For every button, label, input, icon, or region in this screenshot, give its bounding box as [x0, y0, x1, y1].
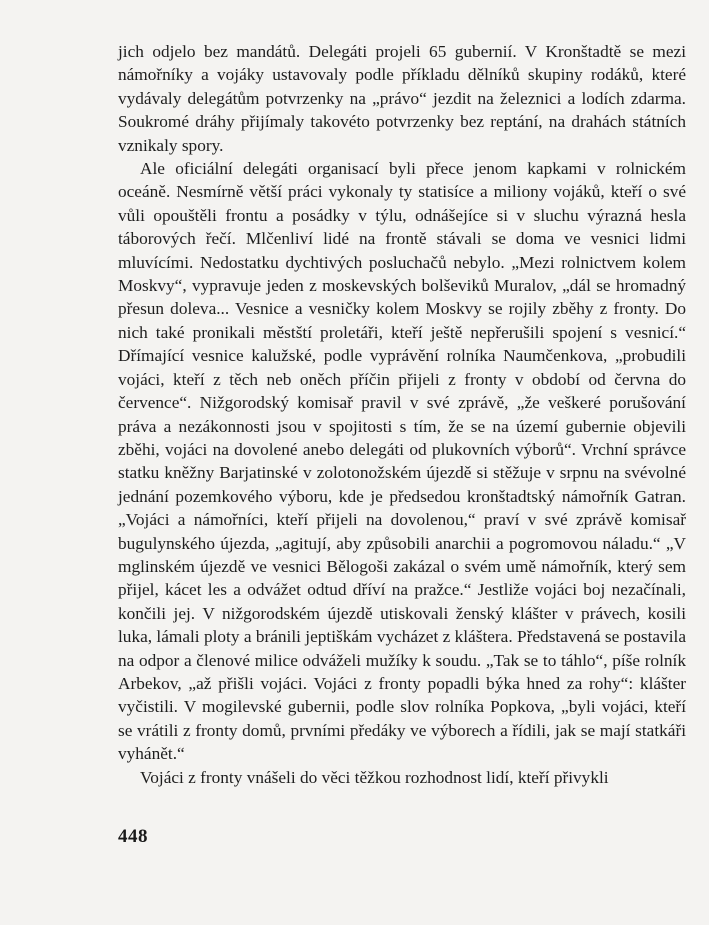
body-text [118, 40, 686, 789]
page-number: 448 [118, 826, 148, 847]
paragraph: Vojáci z fronty vnášeli do věci těžkou rozhodnost lidí, kteří přivykli [140, 767, 609, 787]
paragraph-continued: jich odjelo bez mandátů. Delegáti projeli 65 gubernií. V Kronštadtě se mezi námořníky a vojáky ustavovaly podle příkladu dělníků skupiny rodáků, které vydávaly delegátům potvrzenky na „právo“ jezdit na železnici a lodích zdarma. Soukromé dráhy přijímaly takovéto potvrzenky bez reptání, na drahách státních vznikaly spory. [118, 42, 686, 155]
paragraph: Ale oficiální delegáti organisací byli přece jenom kapkami v rolnickém oceáně. Nesmírně větší práci vykonaly ty statisíce a miliony vojáků, kteří o své vůli opouštěli frontu a posádky v týlu, odnášejíce si v sluchu výrazná hesla táborových řečí. Mlčenliví lidé na frontě stávali se doma ve vesnici lidmi mluvícími. Nedostatku dychtivých posluchačů nebylo. „Mezi rolnictvem kolem Moskvy“, vypravuje jeden z moskevských bolševiků Muralov, „dál se hromadný přesun doleva... Vesnice a vesničky kolem Moskvy se rojily zběhy z fronty. Do nich také pronikali městští proletáři, kteří ještě nepřerušili spojení s vesnicí.“ Dřímající vesnice kalužské, podle vyprávění rolníka Naumčenkova, „probudili vojáci, kteří z těch neb oněch příčin přijeli z fronty v období od června do července“. Nižgorodský komisař pravil v své zprávě, „že veškeré porušování práva a nezákonnosti jsou v spojitosti s tím, že se na území gubernie objevili zběhi, vojáci na dovolené anebo delegáti od plukovních výborů“. Vrchní správce statku kněžny Barjatinské v zolotonožském újezdě si stěžuje v srpnu na svévolné jednání pozemkového výboru, kde je předsedou kronštadtský námořník Gatran. „Vojáci a námořníci, kteří přijeli na dovolenou,“ praví v své zprávě komisař bugulynského újezda, „agitují, aby způsobili anarchii a pogromovou náladu.“ „V mglinském újezdě ve vesnici Bělogoši zakázal o svém umě námořník, který sem přijel, kácet les a odvážet odtud dříví na pražce.“ Jestliže vojáci boj nezačínali, končili jej. V nižgorodském újezdě utiskovali ženský klášter v právech, kosili luka, lámali ploty a bránili jeptiškám vycházet z kláštera. Představená se postavila na odpor a členové milice odváželi mužíky k soudu. „Tak se to táhlo“, píše rolník Arbekov, „až přišli vojáci. Vojáci z fronty popadli býka hned za rohy“: klášter vyčistili. V mogilevské gubernii, podle slov rolníka Popkova, „byli vojáci, kteří se vrátili z fronty domů, prvními předáky ve výborech a řídili, jak se mají statkáři vyhánět.“ [118, 159, 686, 764]
